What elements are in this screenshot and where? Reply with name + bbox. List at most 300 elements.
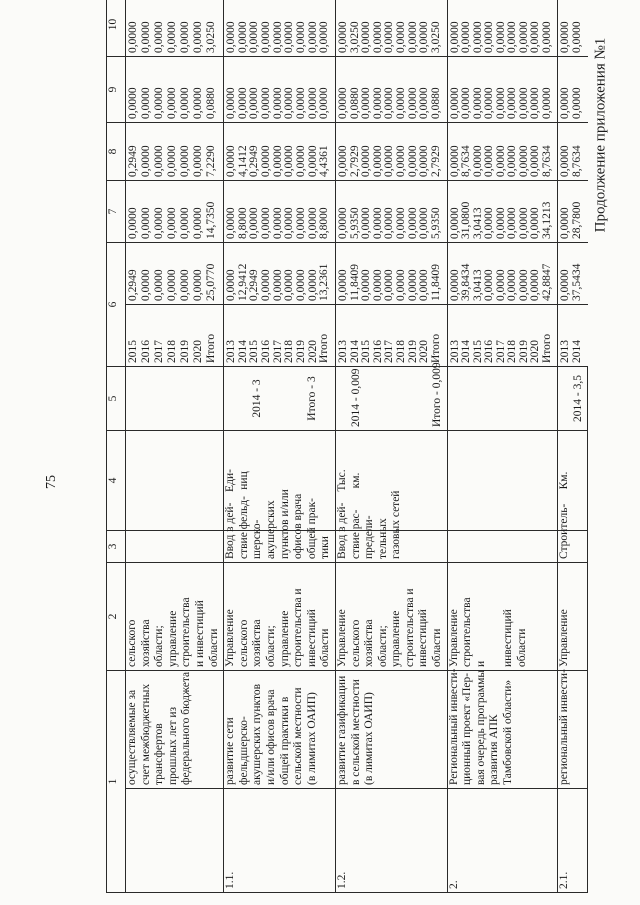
executor-cell xyxy=(224,563,336,671)
regional-amount: 0,0000 xyxy=(141,123,154,181)
local-amount: 0,0000 xyxy=(249,57,261,123)
total-amount: 0,0000 xyxy=(484,243,496,305)
row-number: 2. xyxy=(447,880,460,889)
federal-amount: 34,1213 xyxy=(542,181,558,243)
column-header: 3 xyxy=(107,531,126,563)
year: 2020 xyxy=(306,340,319,363)
total-amount: 0,0000 xyxy=(408,243,420,305)
indicator: предели- xyxy=(363,515,376,559)
federal-amount: 28,7800 xyxy=(572,181,588,243)
activity-name: трансфертов xyxy=(153,723,166,785)
executor: хозяйства xyxy=(363,619,376,667)
activity-name: федерального бюджета xyxy=(180,671,193,785)
extrabudget-amount: 3,0250 xyxy=(431,0,447,57)
row-number-cell xyxy=(126,789,224,893)
column-header: 10 xyxy=(107,0,126,57)
year: 2014 xyxy=(460,340,473,363)
deadline-value: Итого - 3 xyxy=(305,376,318,421)
total-amount: 0,0000 xyxy=(519,243,531,305)
total-amount: 3,0413 xyxy=(473,243,485,305)
local-amount: 0,0000 xyxy=(238,57,250,123)
federal-amount: 0,0000 xyxy=(373,181,385,243)
extrabudget-amount: 0,0000 xyxy=(373,0,385,57)
regional-amount: 0,0000 xyxy=(484,123,496,181)
year: 2017 xyxy=(271,340,284,363)
extrabudget-amount: 0,0000 xyxy=(126,0,142,57)
local-amount: 0,0000 xyxy=(408,57,420,123)
table-row xyxy=(126,0,142,893)
local-amount: 0,0000 xyxy=(335,57,349,123)
continuation-title: Продолжение приложения №1 xyxy=(592,37,609,233)
extrabudget-amount: 0,0000 xyxy=(473,0,485,57)
column-header: 2 xyxy=(107,563,126,671)
local-amount: 0,0000 xyxy=(530,57,542,123)
extrabudget-amount: 0,0000 xyxy=(273,0,285,57)
regional-amount: 0,0000 xyxy=(373,123,385,181)
federal-amount: 0,0000 xyxy=(507,181,519,243)
federal-amount: 0,0000 xyxy=(408,181,420,243)
row-number-cell xyxy=(558,789,588,893)
row-number xyxy=(127,792,141,889)
local-amount: 0,0000 xyxy=(484,57,496,123)
unit: Еди- xyxy=(224,469,237,492)
local-amount: 0,0000 xyxy=(296,57,308,123)
deadline-value xyxy=(559,370,573,427)
deadline-value-cell xyxy=(335,362,447,431)
activity-name: общей практики в xyxy=(278,696,291,785)
table-row xyxy=(558,0,572,893)
table-row xyxy=(224,0,238,893)
deadline-value xyxy=(364,370,378,427)
extrabudget-amount: 0,0000 xyxy=(249,0,261,57)
federal-amount: 0,0000 xyxy=(126,181,142,243)
deadline-value: Итого - 0,009 xyxy=(431,362,444,427)
year: 2015 xyxy=(471,340,484,363)
extrabudget-amount: 0,0000 xyxy=(572,0,588,57)
activity-name-cell xyxy=(224,671,336,789)
total-amount: 37,5434 xyxy=(572,243,588,305)
local-amount: 0,0000 xyxy=(308,57,320,123)
activity-name: Региональный инвести- xyxy=(447,668,460,785)
extrabudget-amount: 0,0000 xyxy=(238,0,250,57)
regional-amount: 8,7634 xyxy=(572,123,588,181)
extrabudget-amount: 0,0000 xyxy=(484,0,496,57)
local-amount: 0,0000 xyxy=(519,57,531,123)
year: 2016 xyxy=(371,340,384,363)
executor: и инвестиций xyxy=(193,600,206,667)
executor: управление xyxy=(390,610,403,667)
year: 2017 xyxy=(153,340,166,363)
total-amount: 0,0000 xyxy=(496,243,508,305)
deadline-value-cell xyxy=(126,367,224,431)
local-amount: 0,0000 xyxy=(141,57,154,123)
extrabudget-amount: 0,0000 xyxy=(167,0,180,57)
total-amount: 0,0000 xyxy=(308,243,320,305)
year: 2015 xyxy=(360,340,373,363)
total-amount: 0,0000 xyxy=(558,243,572,305)
regional-amount: 0,2949 xyxy=(126,123,142,181)
extrabudget-amount: 0,0000 xyxy=(319,0,335,57)
total-amount: 0,0000 xyxy=(273,243,285,305)
activity-name: развития АПК xyxy=(488,714,501,785)
deadline-value-cell xyxy=(224,367,336,431)
activity-name: осуществляемые за xyxy=(126,689,138,785)
deadline-value xyxy=(225,370,239,427)
indicator-cell xyxy=(126,531,224,563)
federal-amount: 14,7350 xyxy=(206,181,224,243)
regional-amount: 0,0000 xyxy=(530,123,542,181)
extrabudget-amount: 0,0000 xyxy=(558,0,572,57)
total-amount: 0,0000 xyxy=(507,243,519,305)
year: 2013 xyxy=(225,340,238,363)
indicator-cell xyxy=(558,503,588,563)
deadline-value: 2014 - 0,009 xyxy=(349,368,362,427)
total-amount: 0,0000 xyxy=(180,243,193,305)
indicator: офисов врача xyxy=(292,493,305,559)
federal-amount: 0,0000 xyxy=(167,181,180,243)
extrabudget-amount: 0,0000 xyxy=(308,0,320,57)
activity-name: прошлых лет из xyxy=(166,706,179,785)
page-number: 75 xyxy=(44,475,59,489)
extrabudget-amount: 3,0250 xyxy=(206,0,224,57)
deadline-value xyxy=(405,370,419,427)
activity-name: акушерских пунктов xyxy=(251,683,264,785)
extrabudget-amount: 0,0000 xyxy=(461,0,473,57)
executor: области xyxy=(515,628,528,667)
total-amount: 0,0000 xyxy=(193,243,206,305)
year: 2014 xyxy=(570,340,583,363)
year: 2018 xyxy=(283,340,296,363)
local-amount: 0,0000 xyxy=(507,57,519,123)
federal-amount: 0,0000 xyxy=(273,181,285,243)
table-row xyxy=(335,0,349,893)
deadline-value xyxy=(337,370,351,427)
extrabudget-amount: 0,0000 xyxy=(519,0,531,57)
indicator: общей прак- xyxy=(305,497,318,559)
extrabudget-amount: 0,0000 xyxy=(224,0,238,57)
executor: Управление xyxy=(558,609,571,667)
total-amount: 0,0000 xyxy=(373,243,385,305)
executor: области; xyxy=(264,625,277,667)
executor: сельского xyxy=(126,619,138,667)
indicator: ствие рас- xyxy=(349,509,362,559)
regional-amount: 0,0000 xyxy=(419,123,431,181)
regional-amount: 0,0000 xyxy=(447,123,461,181)
deadline-value xyxy=(391,370,405,427)
column-header: 1 xyxy=(107,671,126,893)
local-amount: 0,0000 xyxy=(373,57,385,123)
deadline-value xyxy=(266,370,280,427)
executor: Управление xyxy=(335,609,348,667)
federal-amount: 31,0800 xyxy=(461,181,473,243)
total-amount: 12,9412 xyxy=(238,243,250,305)
activity-name: и/или офисов врача xyxy=(264,689,277,785)
federal-amount: 3,0413 xyxy=(473,181,485,243)
regional-amount: 0,2949 xyxy=(249,123,261,181)
local-amount: 0,0000 xyxy=(496,57,508,123)
extrabudget-amount: 0,0000 xyxy=(335,0,349,57)
local-amount: 0,0000 xyxy=(273,57,285,123)
federal-amount: 8,8000 xyxy=(238,181,250,243)
executor: сельского xyxy=(349,619,362,667)
local-amount: 0,0880 xyxy=(350,57,362,123)
year: 2016 xyxy=(140,340,153,363)
activity-name: ционный проект «Пер- xyxy=(461,672,474,785)
activity-name: в сельской местности xyxy=(349,679,362,785)
regional-amount: 0,0000 xyxy=(154,123,167,181)
total-amount: 13,2361 xyxy=(319,243,335,305)
extrabudget-amount: 0,0000 xyxy=(542,0,558,57)
year: Итого xyxy=(429,333,442,363)
indicator: ствие фельд- xyxy=(237,496,250,559)
year: 2013 xyxy=(559,340,572,363)
regional-amount: 8,7634 xyxy=(542,123,558,181)
local-amount: 0,0000 xyxy=(572,57,588,123)
executor: инвестиций xyxy=(417,609,430,667)
year: 2018 xyxy=(395,340,408,363)
unit: Км. xyxy=(558,471,571,490)
indicator: Строитель- xyxy=(558,503,571,559)
activity-name: вая очередь программы xyxy=(474,669,487,785)
executor: хозяйства xyxy=(139,619,152,667)
year: 2019 xyxy=(406,340,419,363)
executor: строительства xyxy=(461,597,474,667)
column-number-row xyxy=(107,0,126,893)
regional-amount: 0,0000 xyxy=(507,123,519,181)
year: 2015 xyxy=(127,340,139,363)
local-amount: 0,0000 xyxy=(284,57,296,123)
indicator-cell xyxy=(224,489,336,563)
extrabudget-amount: 0,0000 xyxy=(154,0,167,57)
total-amount: 42,8847 xyxy=(542,243,558,305)
indicator: тельных xyxy=(376,518,389,559)
column-header: 9 xyxy=(107,57,126,123)
local-amount: 0,0000 xyxy=(473,57,485,123)
extrabudget-amount: 0,0000 xyxy=(396,0,408,57)
executor: сельского xyxy=(237,619,250,667)
extrabudget-amount: 0,0000 xyxy=(296,0,308,57)
year: 2019 xyxy=(517,340,530,363)
federal-amount: 0,0000 xyxy=(261,181,273,243)
regional-amount: 0,0000 xyxy=(261,123,273,181)
regional-amount: 0,0000 xyxy=(224,123,238,181)
federal-amount: 0,0000 xyxy=(484,181,496,243)
local-amount: 0,0000 xyxy=(193,57,206,123)
activity-name: счет межбюджетных xyxy=(139,683,152,785)
deadline-value xyxy=(378,370,392,427)
federal-amount: 0,0000 xyxy=(308,181,320,243)
year: 2016 xyxy=(483,340,496,363)
deadline-value xyxy=(293,370,307,427)
local-amount: 0,0000 xyxy=(447,57,461,123)
regional-amount: 0,0000 xyxy=(180,123,193,181)
unit: км. xyxy=(349,472,362,489)
total-amount: 0,0000 xyxy=(396,243,408,305)
row-number: 2.1. xyxy=(558,871,571,889)
executor: области xyxy=(207,628,220,667)
indicator: Ввод в дей- xyxy=(335,502,348,559)
executor: инвестиций xyxy=(305,609,318,667)
activity-name: сельской местности xyxy=(292,687,305,785)
regional-amount: 0,0000 xyxy=(308,123,320,181)
federal-amount: 0,0000 xyxy=(224,181,238,243)
indicator-cell xyxy=(447,531,558,563)
total-amount: 0,0000 xyxy=(361,243,373,305)
total-amount: 0,2949 xyxy=(249,243,261,305)
local-amount: 0,0000 xyxy=(396,57,408,123)
indicator: тики xyxy=(319,536,332,559)
extrabudget-amount: 0,0000 xyxy=(408,0,420,57)
total-amount: 0,0000 xyxy=(224,243,238,305)
regional-amount: 0,0000 xyxy=(519,123,531,181)
federal-amount: 0,0000 xyxy=(335,181,349,243)
row-number: 1.1. xyxy=(224,871,237,889)
table-body xyxy=(126,0,588,893)
year: 2017 xyxy=(494,340,507,363)
federal-amount: 5,9350 xyxy=(431,181,447,243)
federal-amount: 0,0000 xyxy=(558,181,572,243)
year: 2014 xyxy=(348,340,361,363)
total-amount: 11,8409 xyxy=(431,243,447,305)
executor: хозяйства xyxy=(251,619,264,667)
regional-amount: 0,0000 xyxy=(284,123,296,181)
total-amount: 25,0770 xyxy=(206,243,224,305)
local-amount: 0,0000 xyxy=(154,57,167,123)
indicator: пунктов и/или xyxy=(278,489,291,559)
table-row xyxy=(447,0,461,893)
year: 2019 xyxy=(294,340,307,363)
regional-amount: 2,7929 xyxy=(350,123,362,181)
year: 2015 xyxy=(248,340,261,363)
activity-name-cell xyxy=(335,671,447,789)
federal-amount: 0,0000 xyxy=(296,181,308,243)
row-number-cell xyxy=(224,789,336,893)
total-amount: 0,0000 xyxy=(296,243,308,305)
local-amount: 0,0000 xyxy=(542,57,558,123)
column-header: 7 xyxy=(107,181,126,243)
regional-amount: 2,7929 xyxy=(431,123,447,181)
extrabudget-amount: 0,0000 xyxy=(530,0,542,57)
year: 2019 xyxy=(178,340,191,363)
column-header: 6 xyxy=(107,243,126,367)
total-amount: 0,0000 xyxy=(384,243,396,305)
federal-amount: 0,0000 xyxy=(396,181,408,243)
federal-amount: 0,0000 xyxy=(419,181,431,243)
unit: ниц xyxy=(237,471,250,490)
year: 2014 xyxy=(236,340,249,363)
extrabudget-amount: 0,0000 xyxy=(361,0,373,57)
regional-amount: 0,0000 xyxy=(396,123,408,181)
local-amount: 0,0880 xyxy=(431,57,447,123)
extrabudget-amount: 0,0000 xyxy=(496,0,508,57)
total-amount: 0,0000 xyxy=(141,243,154,305)
federal-amount: 0,0000 xyxy=(141,181,154,243)
year: 2017 xyxy=(383,340,396,363)
federal-amount: 0,0000 xyxy=(530,181,542,243)
local-amount: 0,0000 xyxy=(558,57,572,123)
local-amount: 0,0000 xyxy=(126,57,142,123)
total-amount: 0,0000 xyxy=(167,243,180,305)
local-amount: 0,0000 xyxy=(361,57,373,123)
local-amount: 0,0000 xyxy=(261,57,273,123)
executor-cell xyxy=(558,563,588,671)
local-amount: 0,0000 xyxy=(224,57,238,123)
deadline-value: 2014 - 3,5 xyxy=(571,375,584,422)
local-amount: 0,0000 xyxy=(319,57,335,123)
extrabudget-amount: 0,0000 xyxy=(180,0,193,57)
federal-amount: 0,0000 xyxy=(496,181,508,243)
federal-amount: 0,0000 xyxy=(519,181,531,243)
executor xyxy=(489,566,503,667)
federal-amount: 0,0000 xyxy=(384,181,396,243)
column-header: 5 xyxy=(107,367,126,431)
year: Итого xyxy=(204,333,217,363)
deadline-value: 2014 - 3 xyxy=(251,379,264,418)
executor: управление xyxy=(166,610,179,667)
executor-cell xyxy=(447,563,558,671)
regional-amount: 0,0000 xyxy=(496,123,508,181)
unit-cell xyxy=(126,431,224,531)
year: 2013 xyxy=(448,340,461,363)
federal-amount: 0,0000 xyxy=(361,181,373,243)
total-amount: 0,0000 xyxy=(284,243,296,305)
executor-cell xyxy=(126,563,224,671)
total-amount: 39,8434 xyxy=(461,243,473,305)
local-amount: 0,0000 xyxy=(167,57,180,123)
extrabudget-amount: 0,0000 xyxy=(141,0,154,57)
executor: строительства и xyxy=(292,588,305,667)
executor: строительства xyxy=(180,597,193,667)
regional-amount: 8,7634 xyxy=(461,123,473,181)
activity-name: фельдшерско- xyxy=(237,716,250,785)
regional-amount: 0,0000 xyxy=(167,123,180,181)
indicator: акушерских xyxy=(264,500,277,559)
regional-amount: 0,0000 xyxy=(335,123,349,181)
deadline-value xyxy=(239,370,253,427)
federal-amount: 8,8000 xyxy=(319,181,335,243)
indicator: шерско- xyxy=(251,519,264,559)
executor: области; xyxy=(376,625,389,667)
total-amount: 11,8409 xyxy=(350,243,362,305)
regional-amount: 4,4361 xyxy=(319,123,335,181)
rotated-table-frame xyxy=(106,0,640,893)
activity-name: Тамбовской области» xyxy=(502,679,515,785)
regional-amount: 0,0000 xyxy=(384,123,396,181)
executor-cell xyxy=(335,563,447,671)
executor: управление xyxy=(278,610,291,667)
deadline-value xyxy=(320,370,334,427)
extrabudget-amount: 0,0000 xyxy=(284,0,296,57)
row-number-cell xyxy=(335,789,447,893)
federal-amount: 0,0000 xyxy=(180,181,193,243)
deadline-value xyxy=(280,370,294,427)
year: Итого xyxy=(540,333,553,363)
executor: строительства и xyxy=(403,588,416,667)
column-header: 8 xyxy=(107,123,126,181)
extrabudget-amount: 0,0000 xyxy=(447,0,461,57)
executor: Управление xyxy=(224,609,237,667)
federal-amount: 0,0000 xyxy=(193,181,206,243)
regional-amount: 7,2290 xyxy=(206,123,224,181)
row-number-cell xyxy=(447,789,558,893)
regional-amount: 0,0000 xyxy=(408,123,420,181)
federal-amount: 0,0000 xyxy=(154,181,167,243)
activity-name: развитие газификации xyxy=(335,675,348,785)
activity-name-cell xyxy=(558,671,588,789)
total-amount: 0,2949 xyxy=(126,243,142,305)
deadline-value-cell xyxy=(447,367,558,431)
regional-amount: 0,0000 xyxy=(361,123,373,181)
